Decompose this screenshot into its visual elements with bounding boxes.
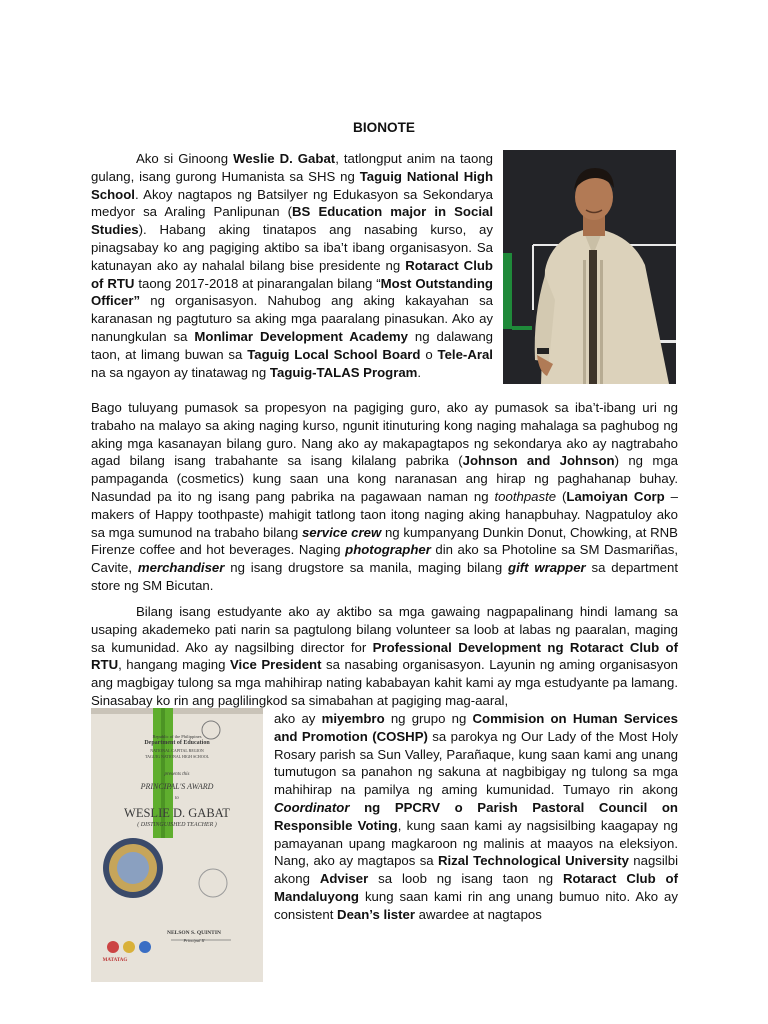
text-run: taong 2017-2018 at pinarangalan bilang “ [134, 275, 381, 291]
club-name: Rotaract Club of RTU [91, 257, 493, 291]
award-name: Most Outstanding Officer” [91, 275, 493, 309]
text-run: – makers of Happy toothpaste) mahigit tatlong taon itong naging aking hanapbuhay. Nagpatuloy ako sa mga sumunod na trabaho bilang [91, 488, 678, 540]
certificate-header-3: NATIONAL CAPITAL REGION [150, 748, 204, 753]
award-deans-lister: Dean’s lister [337, 906, 415, 922]
certificate-signer-title: Principal II [183, 938, 205, 943]
certificate-photo [91, 708, 263, 982]
paragraph-church-service [274, 710, 678, 924]
paragraph-work-history [91, 399, 678, 595]
text-run: ng grupo ng [384, 711, 473, 726]
school-name: Taguig National High School [91, 168, 494, 202]
degree-name: BS Education major in Social Studies [91, 204, 493, 238]
talas-program-name: Taguig-TALAS Program [269, 364, 418, 380]
certificate-award-title: PRINCIPAL'S AWARD [140, 782, 214, 791]
certificate-signer: NELSON S. QUINTIN [167, 930, 221, 936]
text-run: ) ng mga pampaganda (cosmetics) kung saan una kong naranasan ang hirap ng paghahanap buhay. Nasundad pa ito ng isang pang pabrika na pagawaan naman ng [91, 453, 679, 504]
role-coordinator: Coordinator [274, 799, 350, 815]
text-run: sa department store ng SM Bicutan. [91, 560, 679, 593]
role-professional-development: Professional Development ng Rotaract Club of RTU [91, 639, 678, 673]
text-run: Bago tuluyang pumasok sa propesyon na pagiging guro, ako ay pumasok sa iba’t-ibang uri ng trabaho na malayo sa aking naging kurso, ngunit itinuturing kong naging mahalaga sa paghubog ng aking mga kasanayan bilang guro. Nang ako ay makapagtapos ng sekondarya ako ay nagtrabaho agad bilang isang trabahante sa isang kilalang pabrika ( [91, 400, 678, 469]
org-ppcrv: ng PPCRV o Parish Pastoral Council on Responsible Voting [274, 799, 678, 833]
toothpaste-term: toothpaste [494, 488, 557, 504]
text-run: o [420, 346, 438, 362]
text-run: ng kumpanyang Dunkin Donut, Chowking, at RNB Firenze coffee and hot beverages. Naging [91, 524, 678, 558]
job-merchandiser: merchandiser [137, 560, 225, 576]
role-adviser: Adviser [319, 871, 369, 887]
portrait-photo [503, 150, 676, 384]
text-run: , hangang maging [118, 657, 230, 673]
text-run: sa loob ng isang taon ng [368, 871, 563, 887]
tele-aral-name: Tele-Aral [437, 346, 493, 362]
certificate-header-1: Republic of the Philippines [152, 734, 202, 739]
job-photographer: photographer [345, 542, 431, 558]
text-run: . [417, 364, 422, 380]
text-run: , tatlongput anim na taong gulang, isang gurong Humanista sa SHS ng [91, 151, 493, 184]
text-run: ako ay [274, 711, 322, 726]
certificate-to: to [175, 796, 179, 801]
job-service-crew: service crew [301, 524, 382, 540]
text-run: din ako sa Photoline sa SM Dasmariñas, Cavite, [91, 542, 678, 576]
org-coshp: Commision on Human Services and Promotion (COSHP) [274, 711, 678, 744]
certificate-recipient-role: ( DISTINGUISHED TEACHER ) [137, 822, 217, 828]
portrait-illustration [503, 150, 676, 384]
text-run: ng organisasyon. Nahubog ang aking kakayahan sa karanasan ng pagtuturo sa aking mga paaralang pinasukan. Ako ay nanungkulan sa [91, 293, 493, 344]
paragraph-student-activities [91, 603, 678, 710]
text-run: . Akoy nagtapos ng Batsilyer ng Edukasyon sa Sekondarya medyor sa Araling Panlipunan ( [91, 186, 493, 220]
text-run: Bilang isang estudyante ako ay aktibo sa mga gawaing nagpapalinang hindi lamang sa usaping akademeko pati narin sa pagtulong bilang volunteer sa loob at labas ng paaralan, maging sa kumunidad. Ako ay nagsilbing director for [91, 604, 678, 655]
text-run: nagsilbi akong [274, 853, 678, 887]
document-title: BIONOTE [353, 120, 415, 135]
text-run: sa parokya ng Our Lady of the Most Holy Rosary parish sa Sun Valley, Parañaque, kung saan kami ang unang tumutugon sa panahon ng sakuna at nagbibigay ng tulong sa mga mahihirap na pamilya ng aming kumunidad. Tumayo rin akong [274, 728, 678, 798]
role-vice-president: Vice President [229, 657, 322, 673]
certificate-header-4: TAGUIG NATIONAL HIGH SCHOOL [144, 754, 210, 759]
text-run: ng dalawang taon, at limang buwan sa [91, 328, 493, 362]
text-run: ng isang drugstore sa manila, maging bilang [224, 560, 509, 576]
certificate-recipient-name: WESLIE D. GABAT [124, 806, 230, 820]
author-name: Weslie D. Gabat [233, 151, 336, 166]
job-gift-wrapper: gift wrapper [508, 560, 586, 576]
role-miyembro: miyembro [321, 711, 385, 726]
text-run: , kung saan kami ay nagsisilbing kaagapay ng pamayanan upang magkaroon ng malinis at maayos na eleksiyon. Nang, ako ay magtapos sa [274, 817, 678, 869]
org-rotaract-mandaluyong: Rotaract Club of Mandaluyong [274, 871, 678, 904]
certificate-presents: presents this [164, 772, 190, 777]
text-run: Ako si Ginoong [136, 151, 234, 166]
text-run: kung saan kami rin ang unang bumuo nito. Ako ay consistent [274, 888, 678, 922]
text-run: awardee at nagtapos [415, 906, 542, 922]
university-name: Rizal Technological University [437, 853, 629, 869]
company-johnson: Johnson and Johnson [462, 453, 615, 469]
text-run: ). Habang aking tinatapos ang nasabing kurso, ay pinagsabay ko ang pagiging aktibo sa iba’t ibang organisasyon. Sa katunayan ako ay nahalal bilang bise presidente ng [91, 222, 493, 273]
company-lamoiyan: Lamoiyan Corp [566, 488, 665, 504]
paragraph-intro [91, 150, 493, 381]
text-run: sa nasabing organisasyon. Layunin ng aming organisasyon ang magbigay tulong sa mga mahihirap nating kababayan kahit kami ay mga estudyante pa lamang. Sinasabay ko rin ang paglilingkod sa simabahan at pagiging mag-aaral, [91, 657, 679, 708]
text-run: ( [556, 488, 567, 504]
text-run: na sa ngayon ay tinatawag ng [91, 364, 270, 380]
certificate-matatag-logo: MATATAG [102, 958, 128, 963]
board-name: Taguig Local School Board [247, 346, 421, 362]
certificate-header-2: Department of Education [144, 740, 210, 746]
academy-name: Monlimar Development Academy [194, 328, 408, 344]
